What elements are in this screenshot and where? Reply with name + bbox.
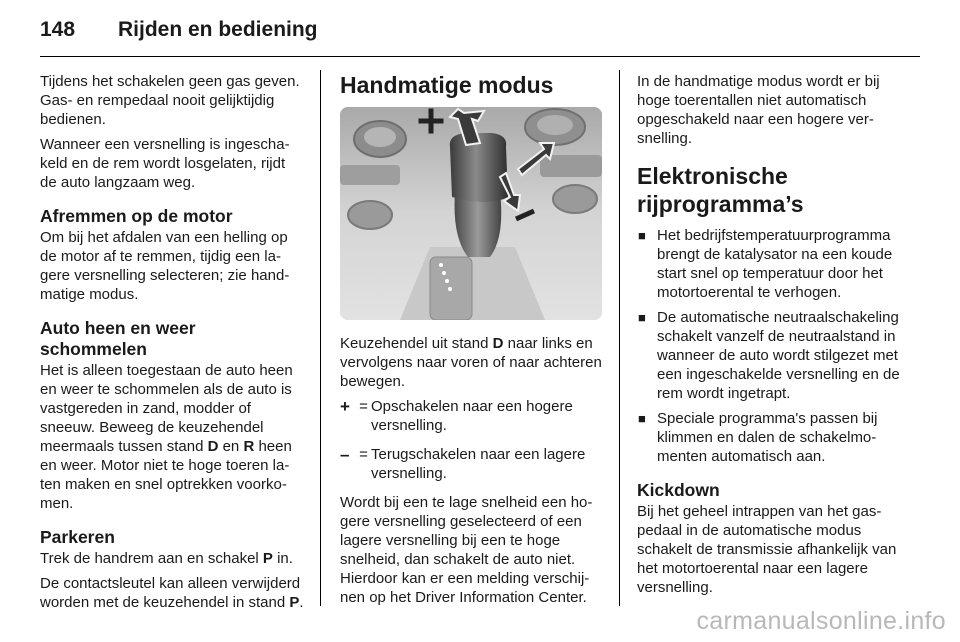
paragraph-lever-move — [340, 334, 602, 391]
text-run: . — [299, 594, 304, 611]
page-title: Rijden en bediening — [118, 18, 318, 41]
paragraph-rolls-away: Wanneer een versnelling is ingeschakeld en de rem wordt losgelaten, rijdt de auto langzaam weg. — [40, 136, 290, 191]
heading-kickdown: Kickdown — [637, 480, 720, 500]
column-2 — [340, 72, 602, 613]
heading-engine-braking: Afremmen op de motor — [40, 206, 233, 226]
text-run: Het is alleen toegestaan de auto heen en weer te schommelen als de auto is vastgereden in zand, modder of sneeuw. Beweeg de keuzehendel meermaals tussen stand — [40, 362, 293, 455]
paragraph-no-gas: Tijdens het schakelen geen gas geven. Gas- en rempedaal nooit gelijktijdig bedienen. — [40, 73, 300, 128]
legend-upshift-text: Opschakelen naar een hogere versnelling. — [371, 398, 573, 434]
gear-r-label: R — [243, 438, 255, 455]
plus-symbol: + — [340, 397, 350, 416]
column-3 — [637, 72, 901, 603]
paragraph-engine-braking: Om bij het afdalen van een helling op de motor af te remmen, tijdig een lagere versnelling selecteren; zie handmatige modus. — [40, 229, 290, 303]
paragraph-speed-warning: Wordt bij een te lage snelheid een hogere versnelling geselecteerd of een lagere versnelling bij een te hoge snelheid, dan schakelt de auto niet. Hierdoor kan er een melding verschijnen op het Driver Information Center. — [340, 494, 593, 606]
equals-sign: = — [359, 398, 368, 415]
heading-manual-mode: Handmatige modus — [340, 72, 554, 98]
list-item: ■ Speciale programma's passen bij klimmen en dalen de schakelmomenten automatisch aan. — [637, 409, 901, 466]
gear-d-label: D — [207, 438, 219, 455]
equals-sign: = — [359, 446, 368, 463]
column-1 — [40, 72, 304, 618]
page-header — [40, 18, 318, 42]
list-item: ■ De automatische neutraalschakeling schakelt vanzelf de neutraalstand in wanneer de auto wordt stilgezet met een ingeschakelde versnelling en de rem wordt ingetrapt. — [637, 308, 901, 403]
paragraph-high-revs: In de handmatige modus wordt er bij hoge toerentallen niet automatisch opgeschakeld naar een hogere versnelling. — [637, 73, 880, 147]
gear-lever-illustration — [340, 107, 602, 320]
gear-lever-photo — [340, 107, 602, 320]
paragraph-parking — [40, 549, 304, 568]
column-divider-1 — [320, 70, 321, 606]
column-divider-2 — [619, 70, 620, 606]
gear-d-label: D — [492, 335, 504, 352]
program-list — [637, 226, 901, 466]
gear-p-label: P — [262, 550, 273, 567]
list-item: ■ Het bedrijfstemperatuurprogramma brengt de katalysator na een koude start snel op temperatuur door het motortoerental te verhogen. — [637, 226, 901, 302]
heading-rocking: Auto heen en weer schommelen — [40, 318, 196, 359]
paragraph-kickdown: Bij het geheel intrappen van het gaspedaal in de automatische modus schakelt de transmissie afhankelijk van het motortoerental naar een lagere versnelling. — [637, 503, 897, 596]
legend-upshift — [340, 397, 602, 435]
text-run: De contactsleutel kan alleen verwijderd worden met de keuzehendel in stand — [40, 575, 301, 611]
header-rule — [40, 56, 920, 57]
text-run: en — [218, 438, 244, 455]
text-run: in. — [272, 550, 293, 567]
gear-p-label: P — [289, 594, 300, 611]
paragraph-rocking — [40, 361, 304, 513]
watermark: carmanualsonline.info — [696, 607, 946, 635]
legend-downshift — [340, 445, 602, 483]
text-run: Trek de handrem aan en schakel — [40, 550, 263, 567]
paragraph-ignition-key — [40, 574, 304, 612]
heading-parking: Parkeren — [40, 527, 115, 547]
text-run: naar links en vervolgens naar voren of naar achteren bewegen. — [340, 335, 602, 390]
text-run: Keuzehendel uit stand — [340, 335, 493, 352]
minus-symbol: – — [340, 445, 350, 464]
page-number: 148 — [40, 18, 76, 41]
text-run: heen en weer. Motor niet te hoge toeren laten maken en snel optrekken voorkomen. — [40, 438, 292, 512]
heading-electronic-programs: Elektronische rijprogramma’s — [637, 163, 804, 217]
legend-downshift-text: Terugschakelen naar een lagere versnelling. — [371, 446, 586, 482]
